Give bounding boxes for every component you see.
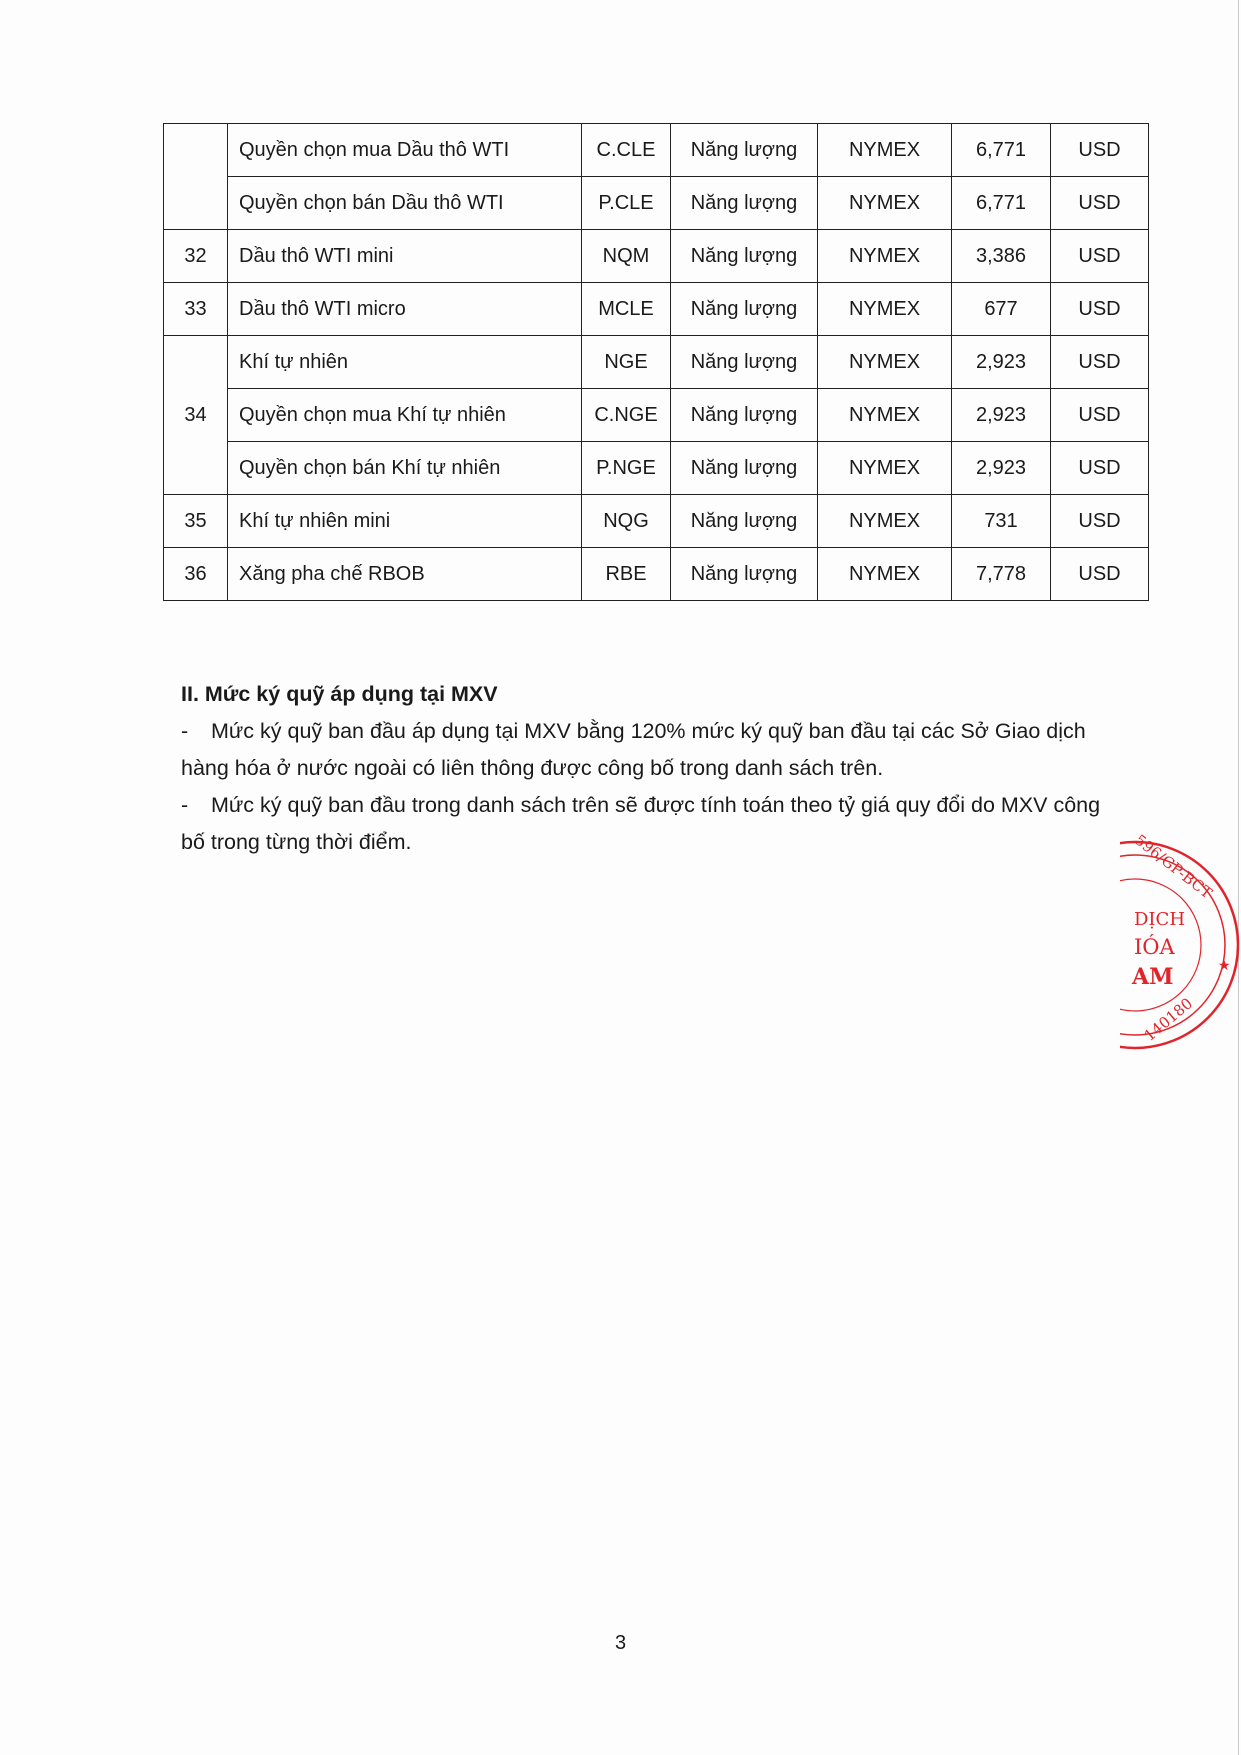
row-margin: 2,923	[952, 389, 1051, 442]
margin-table	[163, 123, 1149, 601]
row-stt: 33	[164, 283, 228, 336]
row-currency: USD	[1051, 389, 1149, 442]
row-exchange: NYMEX	[818, 495, 952, 548]
row-stt: 35	[164, 495, 228, 548]
row-currency: USD	[1051, 336, 1149, 389]
table-row	[164, 389, 1149, 442]
stamp-star-icon: ★	[1218, 958, 1231, 974]
row-name: Khí tự nhiên	[228, 336, 582, 389]
row-code: NQM	[582, 230, 671, 283]
table-row	[164, 124, 1149, 177]
table-row	[164, 283, 1149, 336]
row-group: Năng lượng	[671, 495, 818, 548]
row-group: Năng lượng	[671, 336, 818, 389]
row-group: Năng lượng	[671, 230, 818, 283]
row-stt	[164, 124, 228, 230]
table-row	[164, 442, 1149, 495]
row-name: Khí tự nhiên mini	[228, 495, 582, 548]
table-row	[164, 177, 1149, 230]
row-exchange: NYMEX	[818, 548, 952, 601]
row-code: MCLE	[582, 283, 671, 336]
row-code: RBE	[582, 548, 671, 601]
table-row	[164, 230, 1149, 283]
row-code: C.NGE	[582, 389, 671, 442]
row-group: Năng lượng	[671, 283, 818, 336]
row-exchange: NYMEX	[818, 283, 952, 336]
bullet-paragraph	[181, 713, 1111, 787]
red-seal-stamp	[1120, 830, 1241, 1060]
row-group: Năng lượng	[671, 177, 818, 230]
row-name: Quyền chọn bán Khí tự nhiên	[228, 442, 582, 495]
row-currency: USD	[1051, 177, 1149, 230]
bullet-dash: -	[181, 719, 189, 743]
bullet-paragraph	[181, 787, 1111, 861]
table-row	[164, 495, 1149, 548]
row-margin: 731	[952, 495, 1051, 548]
row-margin: 677	[952, 283, 1051, 336]
row-name: Xăng pha chế RBOB	[228, 548, 582, 601]
row-currency: USD	[1051, 124, 1149, 177]
row-currency: USD	[1051, 283, 1149, 336]
stamp-line-1: DỊCH	[1134, 909, 1186, 930]
section-margin-at-mxv	[181, 676, 1111, 861]
stamp-line-2: IÓA	[1134, 935, 1175, 959]
row-margin: 2,923	[952, 336, 1051, 389]
row-name: Quyền chọn mua Dầu thô WTI	[228, 124, 582, 177]
row-group: Năng lượng	[671, 548, 818, 601]
bullet-text: Mức ký quỹ ban đầu áp dụng tại MXV bằng 120% mức ký quỹ ban đầu tại các Sở Giao dịch hàng hóa ở nước ngoài có liên thông được công bố trong danh sách trên.	[181, 719, 1086, 780]
row-currency: USD	[1051, 495, 1149, 548]
row-currency: USD	[1051, 230, 1149, 283]
row-exchange: NYMEX	[818, 442, 952, 495]
row-exchange: NYMEX	[818, 124, 952, 177]
row-code: C.CLE	[582, 124, 671, 177]
row-code: P.NGE	[582, 442, 671, 495]
row-margin: 2,923	[952, 442, 1051, 495]
row-currency: USD	[1051, 442, 1149, 495]
table-row	[164, 336, 1149, 389]
row-margin: 3,386	[952, 230, 1051, 283]
row-code: P.CLE	[582, 177, 671, 230]
row-stt: 32	[164, 230, 228, 283]
row-exchange: NYMEX	[818, 230, 952, 283]
row-name: Dầu thô WTI mini	[228, 230, 582, 283]
row-margin: 6,771	[952, 124, 1051, 177]
row-stt: 34	[164, 336, 228, 495]
row-exchange: NYMEX	[818, 177, 952, 230]
row-name: Dầu thô WTI micro	[228, 283, 582, 336]
row-group: Năng lượng	[671, 389, 818, 442]
stamp-ring-top: 596/GP-BCT	[1131, 830, 1216, 903]
row-margin: 7,778	[952, 548, 1051, 601]
row-currency: USD	[1051, 548, 1149, 601]
table-row	[164, 548, 1149, 601]
row-name: Quyền chọn mua Khí tự nhiên	[228, 389, 582, 442]
section-title: II. Mức ký quỹ áp dụng tại MXV	[181, 682, 498, 706]
stamp-ring-bottom: 140180	[1140, 994, 1197, 1045]
row-stt: 36	[164, 548, 228, 601]
row-group: Năng lượng	[671, 124, 818, 177]
row-exchange: NYMEX	[818, 389, 952, 442]
row-margin: 6,771	[952, 177, 1051, 230]
bullet-text: Mức ký quỹ ban đầu trong danh sách trên sẽ được tính toán theo tỷ giá quy đổi do MXV công bố trong từng thời điểm.	[181, 793, 1101, 854]
row-exchange: NYMEX	[818, 336, 952, 389]
row-group: Năng lượng	[671, 442, 818, 495]
stamp-line-3: AM	[1132, 964, 1174, 990]
row-code: NGE	[582, 336, 671, 389]
page-number: 3	[614, 1632, 627, 1654]
row-code: NQG	[582, 495, 671, 548]
bullet-dash: -	[181, 793, 189, 817]
row-name: Quyền chọn bán Dầu thô WTI	[228, 177, 582, 230]
